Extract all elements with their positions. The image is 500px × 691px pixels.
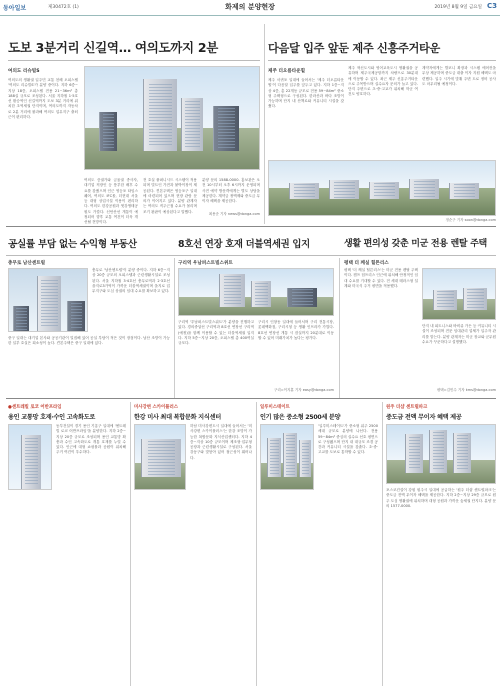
divider <box>268 60 496 61</box>
article-body-col1: 충무로 '남산센트럴'이 분양 중이다. 지하 6층~지상 20층 규모의 오피스텔과 근린생활시설로 조성된다. 서울 지하철 3·4호선 충무로역과 2·3호선 을지로3가역이 가까운 더블역세권이며 을지로 업무지구와 도심 상권의 임대 수요를 확보하고 있다. <box>92 268 170 294</box>
headline: 중도금 전액 무이자 혜택 제공 <box>386 414 462 421</box>
misa-center-photo <box>134 424 186 490</box>
chungmuro-tower-photo <box>8 268 88 332</box>
section-divider <box>6 398 496 399</box>
divider <box>6 255 496 256</box>
guri-complex-photo <box>178 268 334 316</box>
wonju-complex-photo <box>386 424 496 484</box>
article-title: 평택 더 께실 힐튼리스 <box>344 261 389 266</box>
article-body-col1: 여의도의 생활권 입주민 교통 천혜 오피스텔 '여의도 리슈빌S'가 분양 중이다. 지하 6층~지상 18층, 오피스텔 전용 21~36m² 총 188실 규모로 조성된다. 서울 지하철 1·5호선 환승역인 신길역까지 도보 3분 거리에 위치한 초역세권 단지이며, 여의도까지 자동차로 2분 거리에 불과해 여의도 업무지구 출퇴근이 편리하다. <box>8 78 78 120</box>
article-body-col2: 중구 일대는 대기업 본사와 공공기관이 밀집해 있어 공실 부담이 적은 것이 장점이다. 남산 조망이 가능한 일부 호실은 희소성이 높다. 견본주택은 중구 일대에 있다. <box>8 336 170 346</box>
column-divider <box>256 402 257 686</box>
pyeongtaek-housing-photo <box>422 268 496 320</box>
byline: 평택=김민수 기자 kms@donga.com <box>436 388 496 392</box>
byline: 정순구 기자 soon@donga.com <box>445 218 496 222</box>
kicker: 원주 더샵 센트럴파크 <box>386 405 428 410</box>
centreville-tower-photo <box>8 424 52 490</box>
newspaper-name: 동아일보 <box>3 5 27 12</box>
headline-suikhyeong: 공실률 부담 없는 수익형 부동산 <box>8 239 137 250</box>
kicker: 미사강변 스카이플러스 <box>134 405 178 410</box>
headline: 용인 교통망 호재·수인 고속화도로 <box>8 414 96 421</box>
section-title: 화제의 분양현장 <box>225 3 275 11</box>
column-divider <box>174 258 175 398</box>
divider <box>8 60 260 61</box>
page-number: C3 <box>486 2 497 10</box>
article-body: 동부건설이 경기 용인 기흥구 일대에 '센트레빌 로코 어반프라임'을 분양한다. 지하 2층~지상 20층 규모로 조성되며 용인 교통망 확충과 수인 고속화도로 개통 호재를 누릴 수 있다. 인근에 대형 쇼핑몰과 공원이 위치해 주거 여건이 우수하다. <box>56 424 126 455</box>
article-body-col1: 평택 '더 께실 힐튼리스'는 미군 전용 렌탈 주택이다. 캠프 험프리스 인근에 위치해 안정적인 임대 수요를 기대할 수 있다. 전 세대 테라스형 설계와 미국식 주거 평면을 적용했다. <box>344 268 418 288</box>
headline-pyeongtaek: 생활 편의성 갖춘 미군 전용 렌탈 주택 <box>344 239 487 249</box>
headline: 한강 미사 최대 복합문화 지식센터 <box>134 414 221 421</box>
article-body-col3: 계약자에게는 발코니 확장과 시스템 에어컨을 무상 제공하며 중도금 대출 이자 지원 혜택도 마련했다. 입주 시기에 맞춰 주변 도로 정비 공사도 마무리될 예정이다. <box>422 66 496 86</box>
publication-date: 2019년 8월 9일 금요일 <box>434 5 482 10</box>
article-title: 충무로 남산센트럴 <box>8 261 46 266</box>
article-body-col1: 구리역 '우남퍼스트빌스위트'가 분양을 진행하고 있다. 경의중앙선 구리역과 8호선 연장선 구리역(예정)을 함께 이용할 수 있는 더블역세권 입지다. 지하 5층~지상 20층, 오피스텔 총 400여실 규모다. <box>178 320 254 346</box>
article-body: 하남 미사강변도시 일대에 들어서는 '미사강변 스카이플러스'는 한강 조망이 가능한 복합문화 지식산업센터다. 지하 4층~지상 10층 규모이며 제조형·업무형 공장과 근린생활시설로 구성된다. 서울 강동구와 맞닿아 있어 접근성이 뛰어나다. <box>190 424 252 460</box>
headline: 다음달 입주 앞둔 제주 신흥주거타운 <box>268 42 440 55</box>
article-body-col3: 전 호실 풀퍼니시드 시스템이 적용되며 빌트인 가전과 붙박이장이 제공된다. 견본주택은 영등포구 일대에 마련되어 있으며 현장 관람 문의가 이어지고 있다. 분양 관계자는 여의도 직주근접 수요가 몰리며 조기 완판이 예상된다고 말했다. <box>143 178 197 214</box>
column-divider <box>130 402 131 686</box>
headline: 도보 3분거리 신길역… 여의도까지 2분 <box>8 40 219 55</box>
building-rendering-photo <box>84 66 260 170</box>
headline-guri: 8호선 연장 호재 더블역세권 입지 <box>178 239 310 250</box>
article-title: 제주 더오름타운힐 <box>268 69 306 74</box>
illumi-complex-photo <box>260 424 314 490</box>
article-body-col4: 분양 문의 1588-0000. 홍보관은 오전 10시부터 오후 6시까지 운영되며 사전 예약 방문객에게는 별도 상담을 제공한다. 계약금 정액제와 중도금 무이자 혜택을 제공한다. <box>202 178 260 204</box>
kicker: 일루미스테이트 <box>260 405 290 410</box>
column-divider <box>264 24 265 224</box>
article-title: 여의도 리슈빌S <box>8 69 40 74</box>
article-title: 구리역 우남퍼스트빌스위트 <box>178 261 233 266</box>
article-body: 포스코건설이 강원 원주시 일대에 공급하는 '원주 더샵 센트럴파크'는 중도금 전액 무이자 혜택을 제공한다. 지하 2층~지상 29층 규모로 원주 도심 생활권에 위치하며 대형 공원과 가까운 숲세권 단지다. 분양 문의 1577-0000. <box>386 488 496 508</box>
issue-number: 제30472호 (1) <box>48 5 79 10</box>
column-divider <box>339 258 340 398</box>
article-body-col2: 제주 혁신도시와 영어교육도시 생활권을 공유하며 제주국제공항까지 차량으로 30분대에 이동할 수 있다. 최근 제주 신흥주거타운으로 주목받으며 실수요자 문의가 늘고 있다. 단지 주변으로 초·중·고교가 위치해 학군 여건도 양호하다. <box>348 66 418 97</box>
column-divider <box>382 402 383 686</box>
headline: 인기 많은 중소형 2500세 분양 <box>260 414 341 421</box>
section-divider <box>6 226 496 227</box>
jeju-complex-photo <box>268 160 496 216</box>
kicker: ●센트레빌 로코 어반프라임 <box>8 405 62 410</box>
article-body-col1: 제주 서귀포 일대에 들어서는 '제주 더오름타운힐'이 다음달 입주를 앞두고 있다. 지하 1층~지상 4층, 총 22개동 규모로 전용 59~84m² 중소형 주택형으로 구성된다. 한라산과 바다 조망이 가능하며 단지 내 산책로와 커뮤니티 시설을 갖췄다. <box>268 78 344 109</box>
byline: 구리=이지훈 기자 easy@donga.com <box>273 388 334 392</box>
byline: 최용준 기자 news@donga.com <box>208 212 260 216</box>
article-body-col2: 여의도 증권가와 금융권 종사자, 대기업 직장인 등 풍부한 배후 수요를 갖췄으며 인근 영등포 타임스퀘어, 여의도 IFC몰, 더현대 서울 등 대형 상업시설 이용이 편리하다. 여의도 한강공원과 샛강생태공원도 가깝다. 신안산선 개통이 예정되어 향후 교통 여건이 더욱 개선될 전망이다. <box>84 178 138 225</box>
article-body-col2: 구리시 인창동 일대에 들어서며 구리 전통시장, 롯데백화점, 구리시청 등 생활 인프라가 가깝다. 8호선 연장선 개통 시 잠실까지 20분대로 이동할 수 있어 미래가치가 높다는 평가다. <box>258 320 334 340</box>
article-body-col2: 단지 내 피트니스와 바비큐 가든 등 커뮤니티 시설이 조성되며 전문 임대관리 업체가 입주자 관리를 맡는다. 분양 관계자는 미군 장교와 군무원 수요가 꾸준하다고 설명했다. <box>422 324 496 344</box>
article-body: '일루미스테이트'가 중소형 위주 2500세대 규모로 분양에 나선다. 전용 59~84m² 중심의 실수요 선호 평면으로 구성됐으며 단지 내 대규모 조경 공간과 커뮤니티 시설을 갖춘다. 초·중·고교를 도보로 통학할 수 있다. <box>318 424 378 455</box>
page-header <box>0 0 500 16</box>
